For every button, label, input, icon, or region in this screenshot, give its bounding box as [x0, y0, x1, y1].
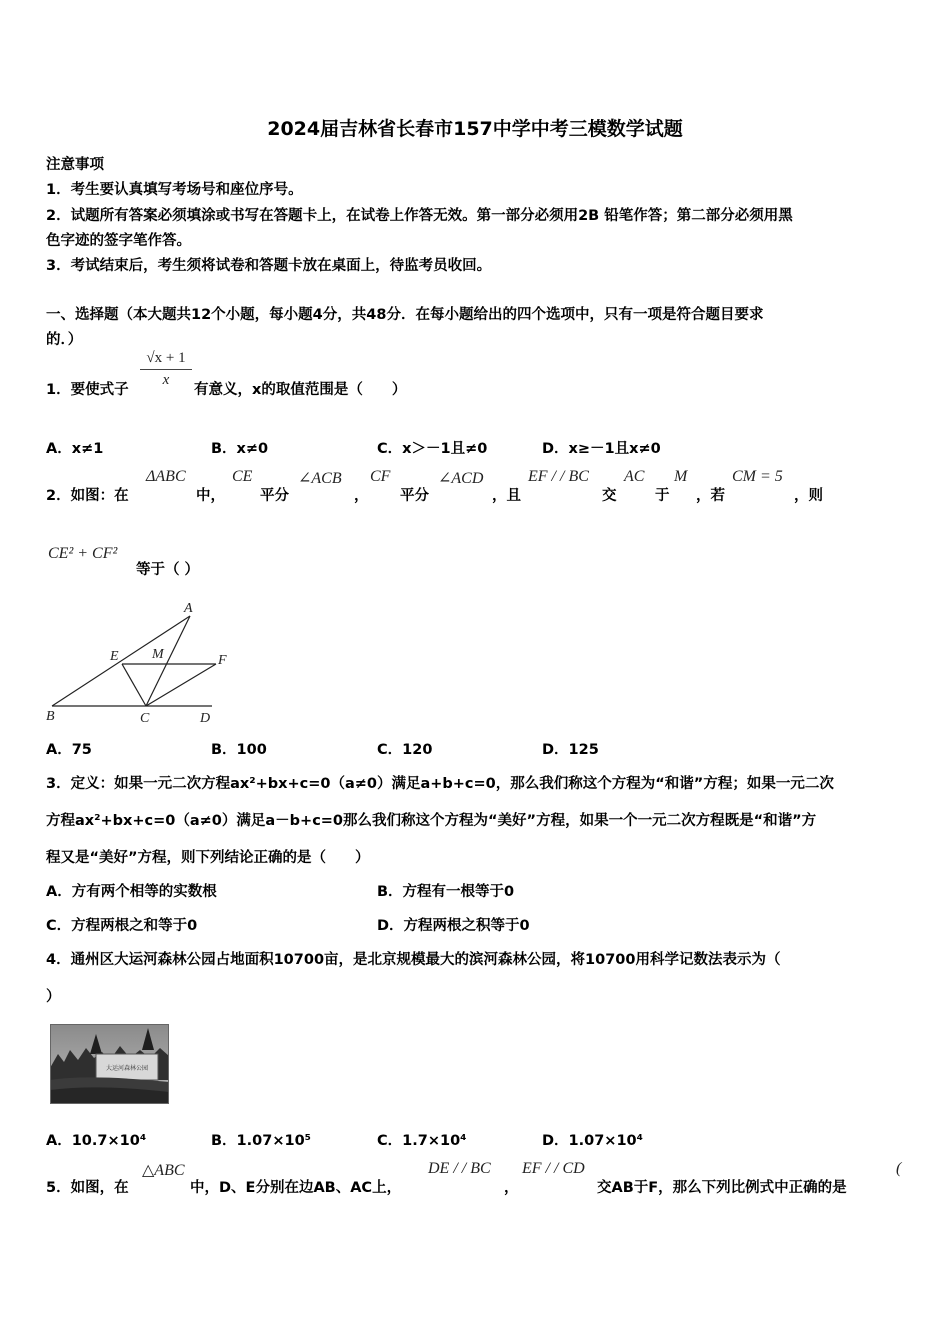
label-c: C: [140, 711, 150, 726]
q1-option-a: A．x≠1: [46, 441, 104, 457]
q1-numerator: √x + 1: [146, 350, 186, 366]
q2-text: 交: [602, 488, 617, 504]
q3-option-b: B．方程有一根等于0: [377, 884, 515, 900]
label-a: A: [184, 601, 193, 616]
q3-option-d: D．方程两根之积等于0: [377, 918, 530, 934]
q2-tail: 等于（ ）: [136, 562, 200, 578]
q3-line: 3．定义：如果一元二次方程ax²+bx+c=0（a≠0）满足a+b+c=0，那么我们称这个方程为“和谐”方程；如果一元二次: [46, 776, 834, 792]
q2-math: AC: [624, 468, 645, 485]
label-b: B: [46, 709, 55, 724]
label-d: D: [200, 711, 211, 726]
q2-math: ∠ACB: [298, 470, 342, 487]
q5-math: DE / / BC: [428, 1160, 491, 1177]
notice-item: 2．试题所有答案必须填涂或书写在答题卡上，在试卷上作答无效。第一部分必须用2B 铅笔作答；第二部分必须用黑: [46, 208, 793, 224]
q1-prefix: 1．要使式子: [46, 382, 129, 398]
q5-text: 5．如图，在: [46, 1180, 129, 1196]
label-e: E: [110, 649, 119, 664]
q4-option-c: C．1.7×10⁴: [377, 1133, 467, 1149]
q1-option-b: B．x≠0: [211, 441, 269, 457]
q2-math: ∠ACD: [438, 470, 484, 487]
q1-denominator: x: [162, 372, 170, 388]
q5-math: EF / / CD: [522, 1160, 585, 1177]
q2-text: ，且: [492, 488, 521, 504]
q2-math: CF: [370, 468, 391, 485]
q2-text: ，则: [794, 488, 823, 504]
q2-text: 平分: [260, 488, 289, 504]
q2-text: 2．如图：在: [46, 488, 129, 504]
q3-option-c: C．方程两根之和等于0: [46, 918, 198, 934]
page-title: 2024届吉林省长春市157中学中考三模数学试题: [267, 118, 683, 140]
notice-item: 1．考生要认真填写考场号和座位序号。: [46, 182, 303, 198]
section-heading-cont: 的．）: [46, 332, 83, 348]
q3-option-a: A．方有两个相等的实数根: [46, 884, 217, 900]
label-m: M: [152, 647, 164, 662]
park-sign-text: 大运河森林公园: [105, 1065, 149, 1072]
q4-option-d: D．1.07×10⁴: [542, 1133, 643, 1149]
notice-item: 3．考试结束后，考生须将试卷和答题卡放在桌面上，待监考员收回。: [46, 258, 492, 274]
q2-text: 平分: [400, 488, 429, 504]
line-ec: [122, 664, 146, 706]
q1-option-d: D．x≥－1且x≠0: [542, 441, 661, 457]
q5-text: ，: [504, 1180, 519, 1196]
q2-text: ，若: [696, 488, 725, 504]
q4-option-b: B．1.07×10⁵: [211, 1133, 312, 1149]
q2-text: ，: [354, 488, 369, 504]
q2-text: 于: [655, 488, 670, 504]
q2-math: CE: [232, 468, 253, 485]
q1-fraction: [140, 350, 192, 389]
section-heading: 一、选择题（本大题共12个小题，每小题4分，共48分．在每小题给出的四个选项中，只有一项是符合题目要求: [46, 307, 764, 323]
q2-math: EF / / BC: [528, 468, 589, 485]
q2-text: 中，: [196, 488, 225, 504]
q4-park-photo: [50, 1024, 169, 1104]
q2-expression: CE² + CF²: [48, 545, 118, 562]
q4-option-a: A．10.7×10⁴: [46, 1133, 147, 1149]
q5-math: (: [896, 1160, 902, 1177]
q2-math: M: [674, 468, 688, 485]
q1-suffix: 有意义，x的取值范围是（ ）: [194, 382, 407, 398]
notice-item: 色字迹的签字笔作答。: [46, 233, 191, 249]
q2-geometry-figure: [40, 598, 230, 730]
q4-line: ）: [46, 989, 61, 1005]
q2-option-d: D．125: [542, 742, 599, 758]
q4-line: 4．通州区大运河森林公园占地面积10700亩，是北京规模最大的滨河森林公园，将10700用科学记数法表示为（: [46, 952, 781, 968]
q5-text: 中，D、E分别在边AB、AC上，: [190, 1180, 402, 1196]
q3-line: 程又是“美好”方程，则下列结论正确的是（ ）: [46, 850, 370, 866]
notice-heading: 注意事项: [46, 157, 104, 173]
q1-option-c: C．x＞－1且≠0: [377, 441, 488, 457]
q5-math: △ABC: [142, 1162, 185, 1179]
q2-math: ΔABC: [146, 468, 186, 485]
q2-math: CM = 5: [732, 468, 783, 485]
q2-option-a: A．75: [46, 742, 92, 758]
q3-line: 方程ax²+bx+c=0（a≠0）满足a－b+c=0那么我们称这个方程为“美好”方程，如果一个一元二次方程既是“和谐”方: [46, 813, 817, 829]
label-f: F: [218, 653, 227, 668]
q5-text: 交AB于F，那么下列比例式中正确的是: [597, 1180, 847, 1196]
q2-option-b: B．100: [211, 742, 267, 758]
q2-option-c: C．120: [377, 742, 433, 758]
